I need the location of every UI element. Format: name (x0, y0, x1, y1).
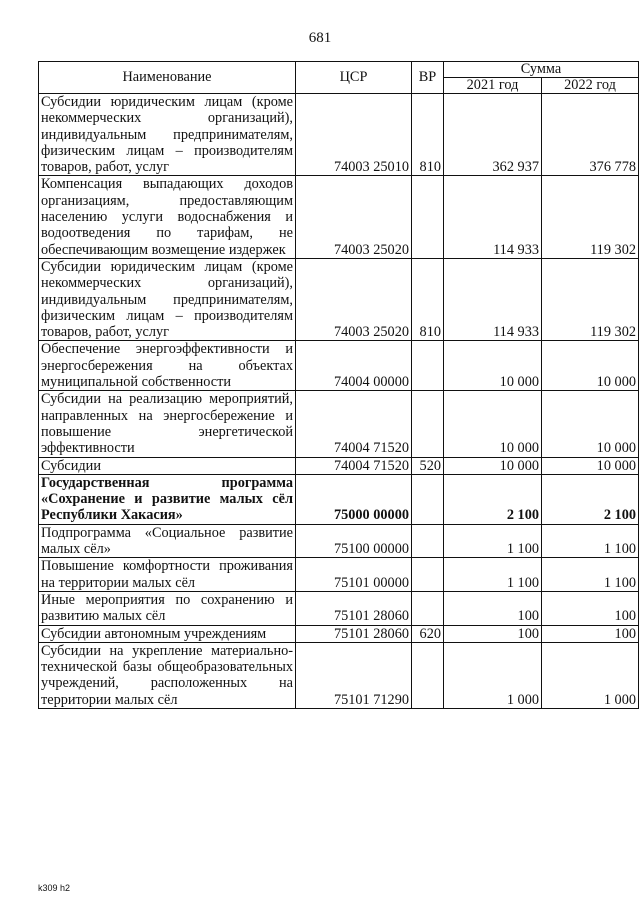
header-year-2021: 2021 год (444, 78, 542, 94)
table-row (39, 524, 639, 558)
row-sum-2022: 100 (542, 625, 639, 642)
row-csr: 75101 28060 (296, 625, 412, 642)
row-vr: 520 (412, 457, 444, 474)
row-name: Повышение комфортности проживания на территории малых сёл (39, 558, 296, 592)
table-row (39, 258, 639, 340)
header-name: Наименование (39, 62, 296, 94)
row-sum-2022: 1 000 (542, 642, 639, 708)
row-sum-2021: 114 933 (444, 258, 542, 340)
row-vr: 620 (412, 625, 444, 642)
table-body (39, 94, 639, 709)
header-sum: Сумма (444, 62, 639, 78)
table-row (39, 391, 639, 457)
row-name: Государственная программа «Сохранение и развитие малых сёл Республики Хакасия» (39, 474, 296, 524)
row-sum-2021: 114 933 (444, 176, 542, 258)
row-vr: 810 (412, 94, 444, 176)
row-name: Обеспечение энергоэффективности и энергосбережения на объектах муниципальной собственности (39, 341, 296, 391)
row-csr: 75101 28060 (296, 591, 412, 625)
row-sum-2021: 2 100 (444, 474, 542, 524)
table-row (39, 94, 639, 176)
row-sum-2022: 2 100 (542, 474, 639, 524)
row-csr: 74004 00000 (296, 341, 412, 391)
header-vr: ВР (412, 62, 444, 94)
row-sum-2022: 1 100 (542, 524, 639, 558)
table-row (39, 457, 639, 474)
row-csr: 74003 25020 (296, 176, 412, 258)
budget-table (38, 61, 639, 709)
header-year-2022: 2022 год (542, 78, 639, 94)
header-csr: ЦСР (296, 62, 412, 94)
row-sum-2021: 10 000 (444, 341, 542, 391)
row-vr (412, 176, 444, 258)
row-csr: 74004 71520 (296, 457, 412, 474)
row-name: Компенсация выпадающих доходов организациям, предоставляющим населению услуги водоснабжения и водоотведения по тарифам, не обеспечивающим возмещение издержек (39, 176, 296, 258)
row-name: Субсидии на реализацию мероприятий, направленных на энергосбережение и повышение энергетической эффективности (39, 391, 296, 457)
row-sum-2021: 1 100 (444, 558, 542, 592)
row-sum-2021: 10 000 (444, 391, 542, 457)
row-csr: 75101 00000 (296, 558, 412, 592)
row-sum-2022: 100 (542, 591, 639, 625)
row-sum-2022: 119 302 (542, 258, 639, 340)
row-csr: 74004 71520 (296, 391, 412, 457)
row-vr (412, 642, 444, 708)
row-sum-2021: 100 (444, 591, 542, 625)
row-sum-2021: 10 000 (444, 457, 542, 474)
row-csr: 74003 25020 (296, 258, 412, 340)
row-name: Субсидии на укрепление материально-технической базы общеобразовательных учреждений, расположенных на территории малых сёл (39, 642, 296, 708)
page-number: 681 (308, 30, 332, 46)
row-sum-2021: 1 100 (444, 524, 542, 558)
row-name: Иные мероприятия по сохранению и развитию малых сёл (39, 591, 296, 625)
row-sum-2021: 362 937 (444, 94, 542, 176)
row-vr (412, 341, 444, 391)
table-row (39, 591, 639, 625)
row-name: Подпрограмма «Социальное развитие малых сёл» (39, 524, 296, 558)
row-vr (412, 391, 444, 457)
table-row (39, 625, 639, 642)
row-name: Субсидии (39, 457, 296, 474)
row-name: Субсидии автономным учреждениям (39, 625, 296, 642)
table-row (39, 341, 639, 391)
row-csr: 75100 00000 (296, 524, 412, 558)
row-sum-2022: 10 000 (542, 391, 639, 457)
table-row (39, 474, 639, 524)
table-row (39, 558, 639, 592)
row-vr (412, 474, 444, 524)
row-vr: 810 (412, 258, 444, 340)
row-sum-2022: 10 000 (542, 341, 639, 391)
row-vr (412, 558, 444, 592)
row-csr: 74003 25010 (296, 94, 412, 176)
row-vr (412, 591, 444, 625)
row-sum-2022: 119 302 (542, 176, 639, 258)
table-row (39, 176, 639, 258)
row-sum-2021: 100 (444, 625, 542, 642)
row-vr (412, 524, 444, 558)
row-sum-2022: 376 778 (542, 94, 639, 176)
footer-code: k309 h2 (38, 883, 71, 893)
row-sum-2022: 1 100 (542, 558, 639, 592)
row-name: Субсидии юридическим лицам (кроме некоммерческих организаций), индивидуальным предпринимателям, физическим лицам – производителям товаров, работ, услуг (39, 258, 296, 340)
row-sum-2022: 10 000 (542, 457, 639, 474)
row-csr: 75000 00000 (296, 474, 412, 524)
row-sum-2021: 1 000 (444, 642, 542, 708)
row-csr: 75101 71290 (296, 642, 412, 708)
row-name: Субсидии юридическим лицам (кроме некоммерческих организаций), индивидуальным предпринимателям, физическим лицам – производителям товаров, работ, услуг (39, 94, 296, 176)
table-header (39, 62, 639, 94)
table-row (39, 642, 639, 708)
